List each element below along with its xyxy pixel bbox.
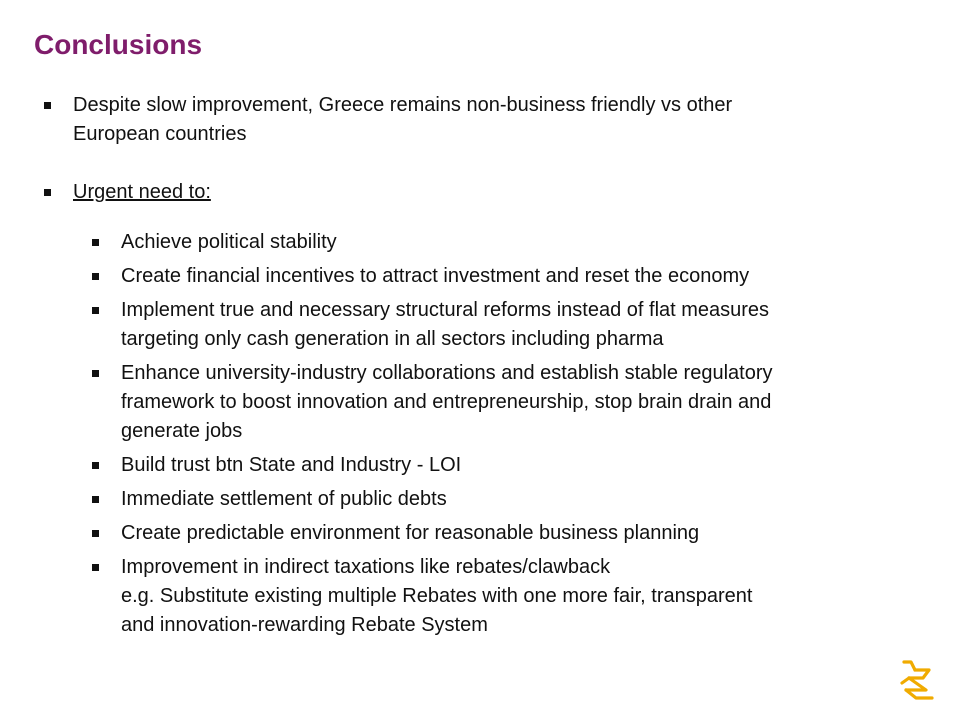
bullet-text: Urgent need to: [73, 181, 211, 203]
sub-bullet-line: framework to boost innovation and entrepreneurship, stop brain drain and [121, 391, 772, 413]
bullet-item-urgent-need [44, 178, 894, 207]
slide-title: Conclusions [34, 29, 203, 60]
sub-bullet-line: Immediate settlement of public debts [121, 488, 447, 510]
square-bullet-icon [44, 189, 51, 196]
sub-bullet-line: Enhance university-industry collaborations and establish stable regulatory [121, 362, 773, 384]
square-bullet-icon [92, 370, 99, 377]
company-logo-icon [895, 658, 937, 704]
sub-bullet-line: Achieve political stability [121, 231, 337, 253]
sub-bullet-item [92, 228, 912, 257]
urgent-needs-list [92, 228, 912, 645]
square-bullet-icon [44, 102, 51, 109]
square-bullet-icon [92, 462, 99, 469]
square-bullet-icon [92, 307, 99, 314]
square-bullet-icon [92, 564, 99, 571]
sub-bullet-line: Implement true and necessary structural reforms instead of flat measures [121, 299, 770, 321]
square-bullet-icon [92, 496, 99, 503]
square-bullet-icon [92, 239, 99, 246]
sub-bullet-item [92, 553, 912, 640]
bullet-line: European countries [73, 123, 247, 145]
sub-bullet-item [92, 451, 912, 480]
sub-bullet-line: e.g. Substitute existing multiple Rebates with one more fair, transparent [121, 585, 753, 607]
bullet-item-business-friendly [44, 91, 894, 149]
bullet-line: Despite slow improvement, Greece remains non-business friendly vs other [73, 94, 733, 116]
square-bullet-icon [92, 273, 99, 280]
sub-bullet-item [92, 359, 912, 446]
sub-bullet-line: targeting only cash generation in all sectors including pharma [121, 328, 664, 350]
sub-bullet-line: and innovation-rewarding Rebate System [121, 614, 488, 636]
sub-bullet-item [92, 262, 912, 291]
sub-bullet-line: Create financial incentives to attract investment and reset the economy [121, 265, 750, 287]
square-bullet-icon [92, 530, 99, 537]
sub-bullet-item [92, 296, 912, 354]
sub-bullet-line: generate jobs [121, 420, 243, 442]
sub-bullet-item [92, 485, 912, 514]
sub-bullet-item [92, 519, 912, 548]
sub-bullet-line: Build trust btn State and Industry - LOI [121, 454, 462, 476]
sub-bullet-line: Create predictable environment for reasonable business planning [121, 522, 700, 544]
sub-bullet-line: Improvement in indirect taxations like rebates/clawback [121, 556, 611, 578]
